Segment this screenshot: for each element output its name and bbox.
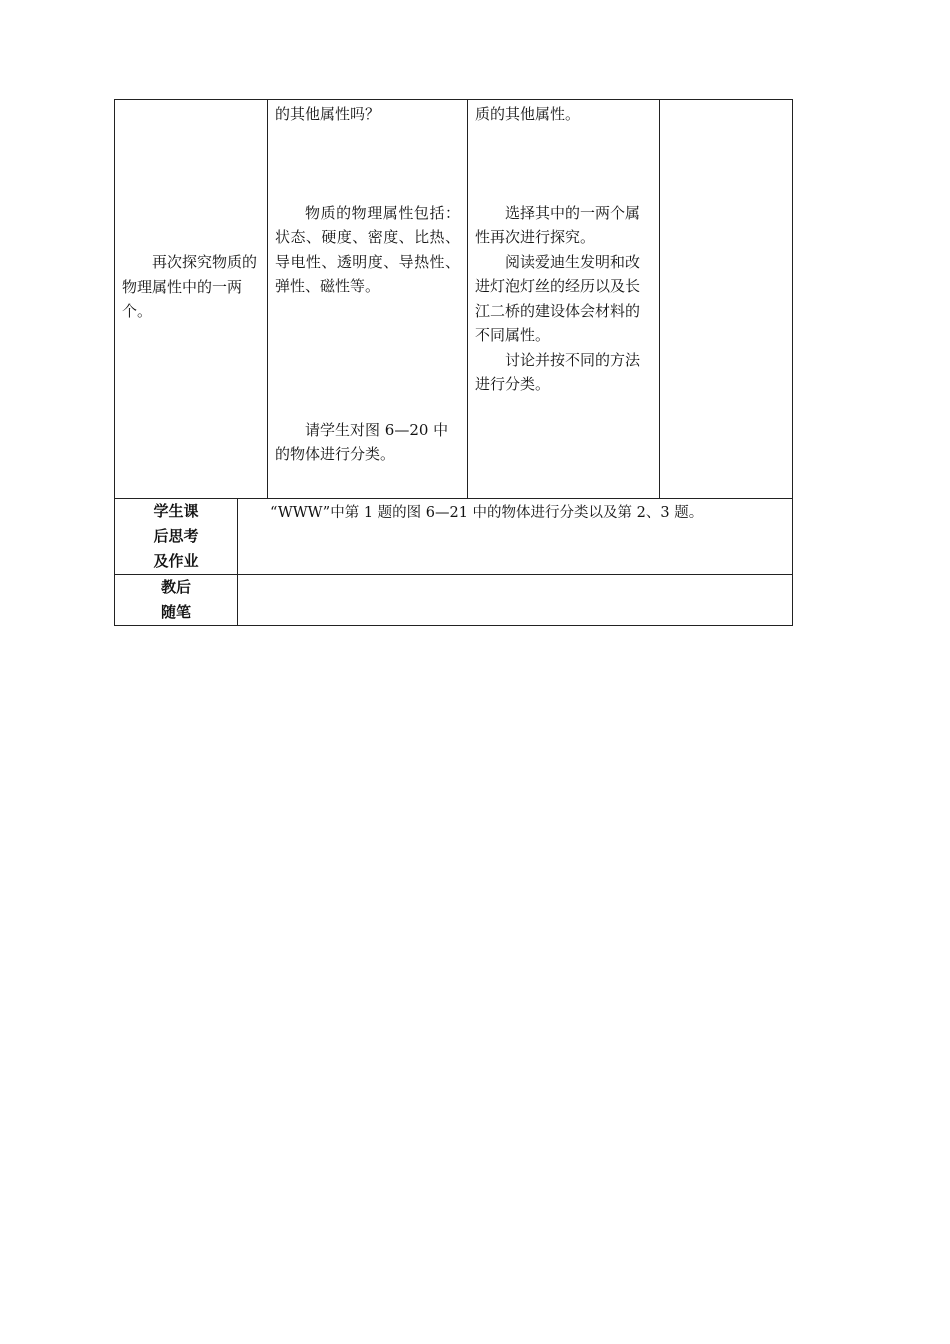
student-text-p1: 选择其中的一两个属性再次进行探究。 (475, 203, 641, 246)
table-row-explore (115, 100, 793, 499)
table-row-homework (115, 499, 793, 575)
cell-homework-label (115, 499, 238, 575)
student-text-p3: 讨论并按不同的方法进行分类。 (475, 350, 641, 393)
reflection-label-line1: 教后 (160, 578, 191, 596)
cell-reflection-content (238, 575, 793, 626)
lesson-plan-table (114, 99, 793, 626)
cell-notes (660, 100, 793, 499)
cell-reflection-label (115, 575, 238, 626)
topic-text: 再次探究物质的物理属性中的一两个。 (122, 253, 258, 321)
cell-student-activity (468, 100, 660, 499)
reflection-label-line2: 随笔 (160, 603, 191, 621)
teacher-text-top: 的其他属性吗？ (275, 105, 381, 123)
student-text-top: 质的其他属性。 (475, 105, 581, 123)
homework-text: “WWW”中第 1 题的图 6—21 中的物体进行分类以及第 2、3 题。 (270, 505, 704, 521)
table-row-reflection (115, 575, 793, 626)
cell-topic (115, 100, 268, 499)
cell-teacher-activity (268, 100, 468, 499)
student-text-p2: 阅读爱迪生发明和改进灯泡灯丝的经历以及长江二桥的建设体会材料的不同属性。 (475, 252, 641, 344)
cell-homework-content (238, 499, 793, 575)
teacher-text-middle: 物质的物理属性包括：状态、硬度、密度、比热、导电性、透明度、导热性、弹性、磁性等。 (275, 203, 461, 295)
homework-label-line2: 后思考 (153, 527, 199, 545)
homework-label-line3: 及作业 (153, 552, 199, 570)
homework-label-line1: 学生课 (153, 502, 199, 520)
teacher-text-bottom: 请学生对图 6—20 中的物体进行分类。 (275, 420, 449, 463)
